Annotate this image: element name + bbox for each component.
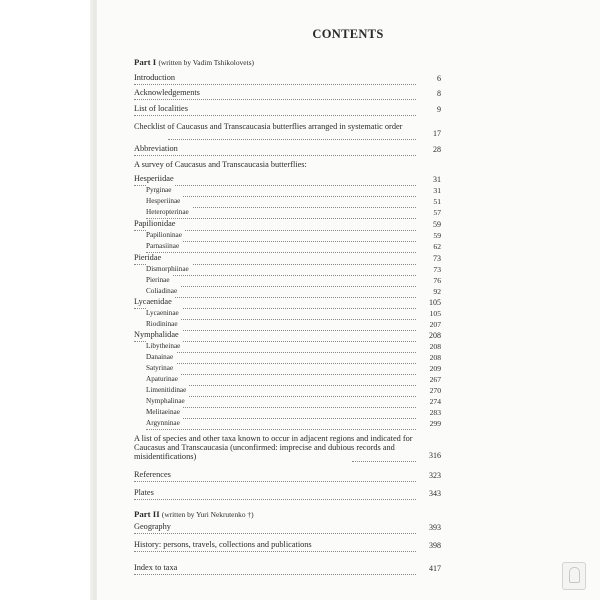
part-one-heading xyxy=(134,57,254,67)
toc-entry-introduction[interactable]: Introduction 6 xyxy=(134,73,441,83)
page-number: 73 xyxy=(433,265,441,274)
toc-entry-pyrginae[interactable]: Pyrginae 31 xyxy=(146,186,441,195)
toc-entry-plates[interactable]: Plates 343 xyxy=(134,488,441,498)
toc-entry-pieridae[interactable]: Pieridae 73 xyxy=(134,253,441,263)
toc-entry-hesperiidae[interactable]: Hesperiidae 31 xyxy=(134,174,441,184)
page-number: 323 xyxy=(429,471,441,480)
publisher-logo-icon xyxy=(562,562,586,590)
part-one-author: (written by Vadim Tshikolovets) xyxy=(158,58,254,67)
page-number: 208 xyxy=(429,342,441,351)
part-one-label: Part I xyxy=(134,57,157,67)
toc-entry-libytheinae[interactable]: Libytheinae 208 xyxy=(146,342,441,351)
survey-heading: A survey of Caucasus and Transcaucasia butterflies: xyxy=(134,160,307,169)
toc-entry-riodininae[interactable]: Riodininae 207 xyxy=(146,320,441,329)
toc-entry-history[interactable]: History: persons, travels, collections and publications 398 xyxy=(134,540,441,550)
toc-entry-apaturinae[interactable]: Apaturinae 267 xyxy=(146,375,441,384)
page-number: 51 xyxy=(433,197,441,206)
page-number: 270 xyxy=(429,386,441,395)
page-number: 393 xyxy=(429,523,441,532)
toc-entry-argynninae[interactable]: Argynninae 299 xyxy=(146,419,441,428)
toc-entry-dismorphiinae[interactable]: Dismorphiinae 73 xyxy=(146,265,441,274)
part-two-heading xyxy=(134,509,254,519)
page-number: 417 xyxy=(429,564,441,573)
page-number: 31 xyxy=(433,186,441,195)
toc-entry-parnasiinae[interactable]: Parnasiinae 62 xyxy=(146,242,441,251)
toc-entry-pierinae[interactable]: Pierinae 76 xyxy=(146,276,441,285)
toc-entry-satyrinae[interactable]: Satyrinae 209 xyxy=(146,364,441,373)
page-number: 31 xyxy=(433,175,441,184)
page-number: 105 xyxy=(429,298,441,307)
toc-entry-geography[interactable]: Geography 393 xyxy=(134,522,441,532)
toc-entry-acknowledgements[interactable]: Acknowledgements 8 xyxy=(134,88,441,98)
page-number: 17 xyxy=(433,129,441,138)
toc-entry-heteropterinae[interactable]: Heteropterinae 57 xyxy=(146,208,441,217)
toc-entry-list-of-localities[interactable]: List of localities 9 xyxy=(134,104,441,114)
toc-entry-papilioninae[interactable]: Papilioninae 59 xyxy=(146,231,441,240)
page-number: 105 xyxy=(429,309,441,318)
page-number: 316 xyxy=(429,451,441,460)
part-two-author: (written by Yuri Nekrutenko †) xyxy=(161,510,254,519)
toc-entry-danainae[interactable]: Danainae 208 xyxy=(146,353,441,362)
page-number: 398 xyxy=(429,541,441,550)
page-number: 208 xyxy=(429,353,441,362)
page-number: 28 xyxy=(433,145,441,154)
page-number: 59 xyxy=(433,231,441,240)
toc-entry-references[interactable]: References 323 xyxy=(134,470,441,480)
page-number: 62 xyxy=(433,242,441,251)
page-number: 267 xyxy=(429,375,441,384)
page-number: 283 xyxy=(429,408,441,417)
page-number: 59 xyxy=(433,220,441,229)
page-number: 57 xyxy=(433,208,441,217)
toc-entry-abbreviation[interactable]: Abbreviation 28 xyxy=(134,144,441,154)
page-number: 73 xyxy=(433,254,441,263)
toc-entry-index-to-taxa[interactable]: Index to taxa 417 xyxy=(134,563,441,573)
toc-entry-melitaeinae[interactable]: Melitaeinae 283 xyxy=(146,408,441,417)
page-title: CONTENTS xyxy=(312,27,384,41)
toc-entry-checklist[interactable]: Checklist of Caucasus and Transcaucasia butterflies arranged in systematic order 17 xyxy=(134,122,441,138)
page-number: 207 xyxy=(429,320,441,329)
toc-entry-nymphalinae[interactable]: Nymphalinae 274 xyxy=(146,397,441,406)
page-number: 343 xyxy=(429,489,441,498)
toc-entry-nymphalidae[interactable]: Nymphalidae 208 xyxy=(134,330,441,340)
toc-entry-hesperiinae[interactable]: Hesperiinae 51 xyxy=(146,197,441,206)
toc-entry-coliadinae[interactable]: Coliadinae 92 xyxy=(146,287,441,296)
page-number: 208 xyxy=(429,331,441,340)
page-number: 6 xyxy=(437,74,441,83)
toc-entry-lycaenidae[interactable]: Lycaenidae 105 xyxy=(134,297,441,307)
page-number: 274 xyxy=(429,397,441,406)
toc-entry-papilionidae[interactable]: Papilionidae 59 xyxy=(134,219,441,229)
toc-entry-lycaeninae[interactable]: Lycaeninae 105 xyxy=(146,309,441,318)
part-two-label: Part II xyxy=(134,509,160,519)
page-number: 76 xyxy=(433,276,441,285)
page-number: 92 xyxy=(433,287,441,296)
page-number: 299 xyxy=(429,419,441,428)
toc-entry-limenitidinae[interactable]: Limenitidinae 270 xyxy=(146,386,441,395)
page-number: 8 xyxy=(437,89,441,98)
page-number: 209 xyxy=(429,364,441,373)
toc-entry-adjacent-taxa-list[interactable]: A list of species and other taxa known to occur in adjacent regions and indicated for Caucasus and Transcaucasia (unconfirmed: imprecise and dubious records and misidentifications) 316 xyxy=(134,434,441,461)
page-number: 9 xyxy=(437,105,441,114)
